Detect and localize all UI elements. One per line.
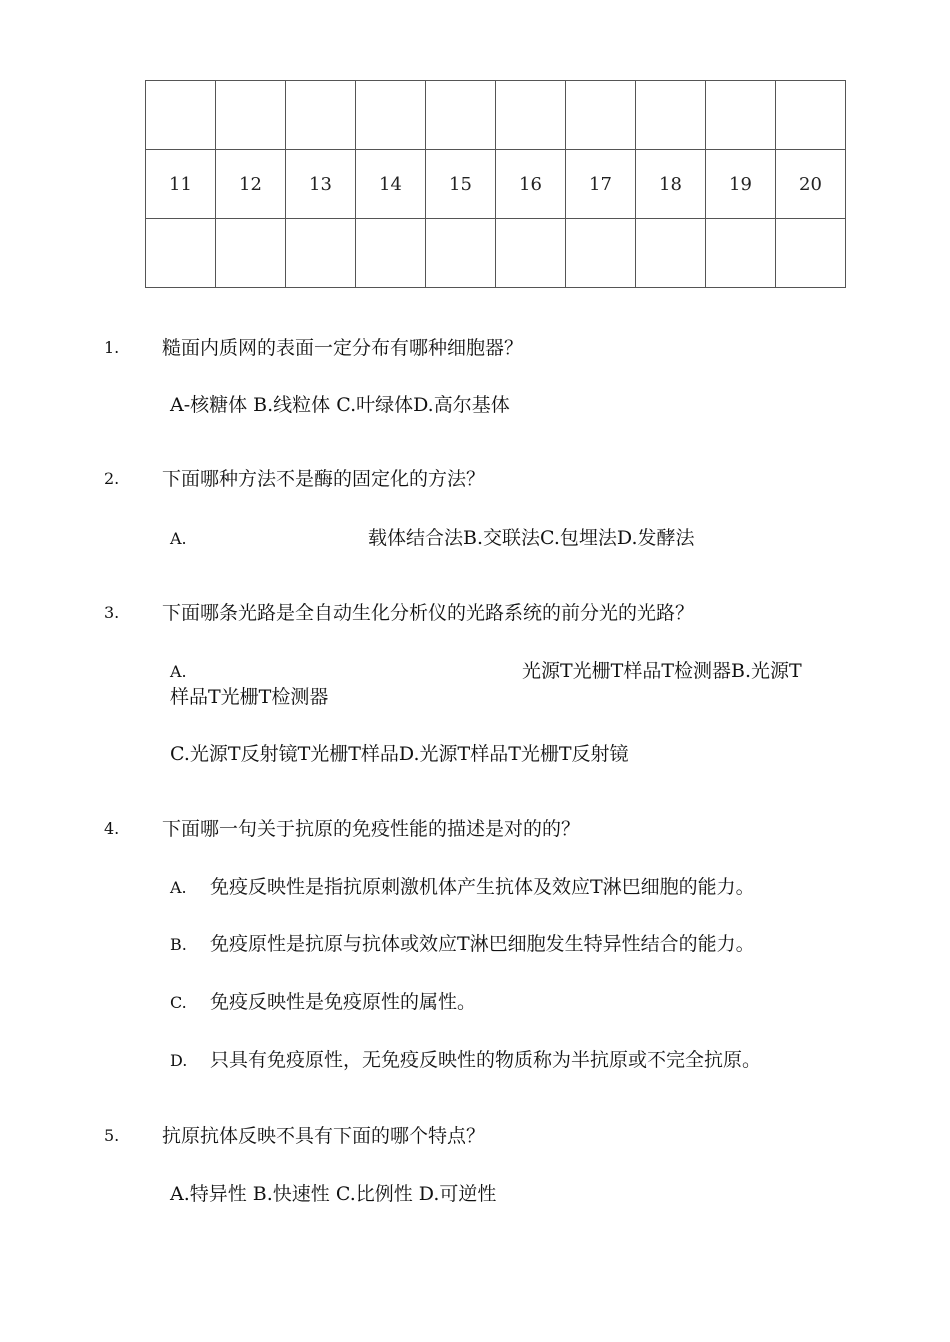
grid-cell	[426, 81, 496, 150]
question-text: 糙面内质网的表面一定分布有哪种细胞器？	[162, 337, 524, 359]
question-number: 3.	[104, 603, 120, 622]
question-3-options-line1: 光源T光栅T样品T检测器B.光源T	[522, 660, 802, 682]
option-letter: D.	[170, 1051, 188, 1070]
question-2-options: 载体结合法B.交联法C.包埋法D.发酵法	[368, 527, 695, 549]
question-3-options-line2: 样品T光栅T检测器	[170, 686, 329, 708]
grid-cell	[776, 81, 846, 150]
grid-cell	[636, 219, 706, 288]
question-number: 5.	[104, 1126, 120, 1145]
question-4-option-c	[170, 988, 477, 1017]
question-4-option-d	[170, 1046, 762, 1075]
question-number: 1.	[104, 338, 120, 357]
grid-cell	[496, 219, 566, 288]
option-text: 免疫反映性是指抗原刺激机体产生抗体及效应T淋巴细胞的能力。	[210, 876, 755, 898]
option-text: 免疫原性是抗原与抗体或效应T淋巴细胞发生特异性结合的能力。	[210, 933, 755, 955]
option-letter: C.	[170, 993, 187, 1012]
grid-cell	[356, 81, 426, 150]
grid-row	[146, 81, 846, 150]
grid-cell: 11	[146, 150, 216, 219]
grid-row	[146, 150, 846, 219]
question-1	[0, 334, 950, 364]
grid-cell: 20	[776, 150, 846, 219]
question-text: 下面哪条光路是全自动生化分析仪的光路系统的前分光的光路？	[162, 602, 695, 624]
grid-cell: 15	[426, 150, 496, 219]
grid-cell	[146, 219, 216, 288]
question-5-options: A.特异性 B.快速性 C.比例性 D.可逆性	[170, 1183, 497, 1205]
grid-row	[146, 219, 846, 288]
grid-cell	[706, 81, 776, 150]
grid-cell	[286, 219, 356, 288]
question-1-options: A-核糖体 B.线粒体 C.叶绿体D.高尔基体	[170, 394, 510, 416]
option-text: 免疫反映性是免疫原性的属性。	[210, 991, 477, 1013]
option-text: 只具有免疫原性，无免疫反映性的物质称为半抗原或不完全抗原。	[210, 1049, 762, 1071]
question-4-option-b	[170, 930, 755, 959]
grid-cell: 14	[356, 150, 426, 219]
grid-cell: 16	[496, 150, 566, 219]
question-text: 抗原抗体反映不具有下面的哪个特点？	[162, 1125, 486, 1147]
grid-cell	[356, 219, 426, 288]
grid-cell	[216, 81, 286, 150]
question-3-options-line3: C.光源T反射镜T光栅T样品D.光源T样品T光栅T反射镜	[170, 743, 629, 765]
question-3-option-a-letter: A.	[170, 662, 187, 681]
grid-cell	[426, 219, 496, 288]
question-4-option-a	[170, 873, 755, 902]
grid-cell: 17	[566, 150, 636, 219]
grid-cell: 18	[636, 150, 706, 219]
question-text: 下面哪一句关于抗原的免疫性能的描述是对的的？	[162, 818, 581, 840]
option-letter: B.	[170, 935, 187, 954]
question-3	[0, 599, 950, 629]
grid-cell: 19	[706, 150, 776, 219]
question-4	[0, 815, 950, 845]
answer-grid	[145, 80, 846, 288]
grid-cell	[216, 219, 286, 288]
grid-cell	[286, 81, 356, 150]
question-number: 4.	[104, 819, 120, 838]
question-number: 2.	[104, 469, 120, 488]
grid-cell: 13	[286, 150, 356, 219]
question-text: 下面哪种方法不是酶的固定化的方法？	[162, 468, 486, 490]
option-letter: A.	[170, 878, 187, 897]
grid-cell	[496, 81, 566, 150]
grid-cell	[636, 81, 706, 150]
grid-cell	[566, 81, 636, 150]
question-2	[0, 465, 950, 495]
question-5	[0, 1122, 950, 1152]
grid-cell	[146, 81, 216, 150]
grid-cell	[566, 219, 636, 288]
grid-cell	[776, 219, 846, 288]
grid-cell: 12	[216, 150, 286, 219]
question-2-option-a-letter: A.	[170, 529, 187, 548]
grid-cell	[706, 219, 776, 288]
